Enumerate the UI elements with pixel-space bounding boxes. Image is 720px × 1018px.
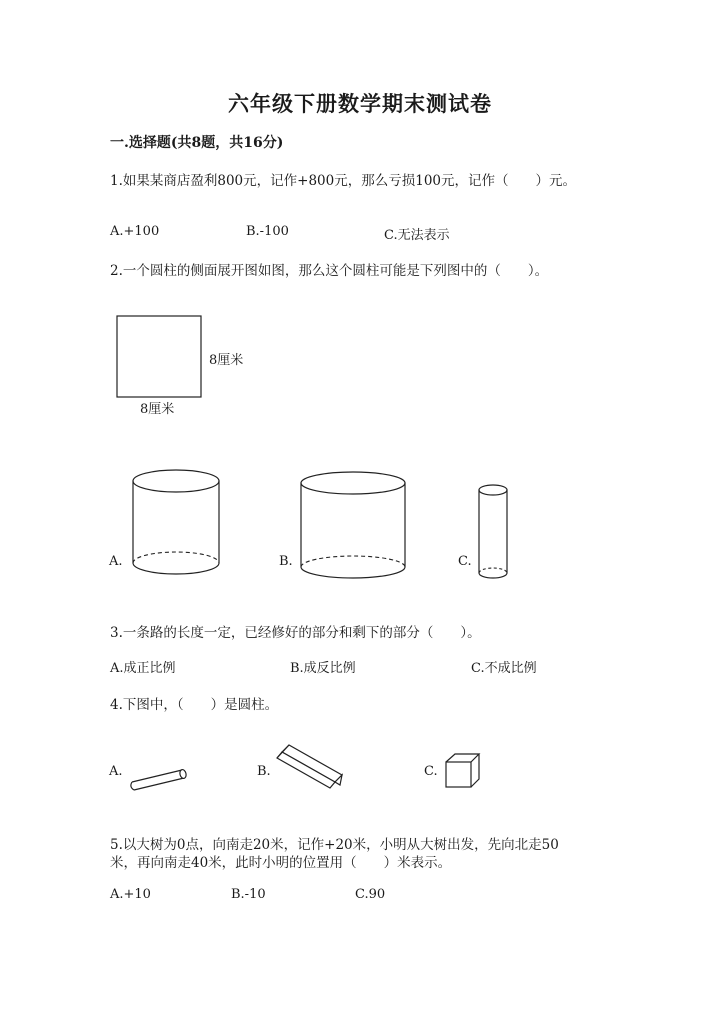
net-width-label: 8厘米 — [140, 402, 175, 417]
q4-option-a-label: A. — [109, 764, 123, 779]
question-3-option-b: B.成反比例 — [290, 661, 356, 676]
cylinder-c — [479, 485, 507, 578]
q4-triangular-prism-b — [277, 745, 342, 788]
question-1-option-c: C.无法表示 — [384, 228, 450, 243]
q4-option-b-label: B. — [257, 764, 271, 779]
question-5-option-b: B.-10 — [231, 887, 266, 902]
question-5-option-c: C.90 — [355, 887, 386, 902]
question-3-text: 3.一条路的长度一定，已经修好的部分和剩下的部分（ ）。 — [110, 625, 481, 641]
question-4-text: 4.下图中，（ ）是圆柱。 — [110, 697, 279, 713]
question-1-text: 1.如果某商店盈利800元，记作+800元，那么亏损100元，记作（ ）元。 — [110, 173, 576, 189]
page-title: 六年级下册数学期末测试卷 — [228, 91, 492, 116]
question-1-option-b: B.-100 — [246, 224, 289, 239]
q2-option-a-label: A. — [109, 554, 123, 569]
question-5-text-line2: 米，再向南走40米，此时小明的位置用（ ）米表示。 — [110, 855, 452, 871]
cylinder-b — [301, 472, 405, 578]
q4-cube-c — [446, 754, 479, 787]
question-5-text-line1: 5.以大树为0点，向南走20米，记作+20米，小明从大树出发，先向北走50 — [110, 837, 559, 853]
question-1-option-a: A.+100 — [110, 224, 160, 239]
q4-option-c-label: C. — [424, 764, 438, 779]
net-square — [117, 316, 201, 397]
net-height-label: 8厘米 — [209, 353, 244, 368]
q2-option-c-label: C. — [458, 554, 472, 569]
question-3-option-c: C.不成比例 — [471, 661, 537, 676]
question-3-option-a: A.成正比例 — [110, 661, 176, 676]
question-2-text: 2.一个圆柱的侧面展开图如图，那么这个圆柱可能是下列图中的（ ）。 — [110, 263, 549, 279]
q4-small-cylinder-a — [131, 769, 187, 790]
section-heading: 一.选择题(共8题，共16分) — [110, 135, 284, 151]
cylinder-a — [133, 470, 219, 574]
question-5-option-a: A.+10 — [110, 887, 151, 902]
q2-option-b-label: B. — [279, 554, 293, 569]
